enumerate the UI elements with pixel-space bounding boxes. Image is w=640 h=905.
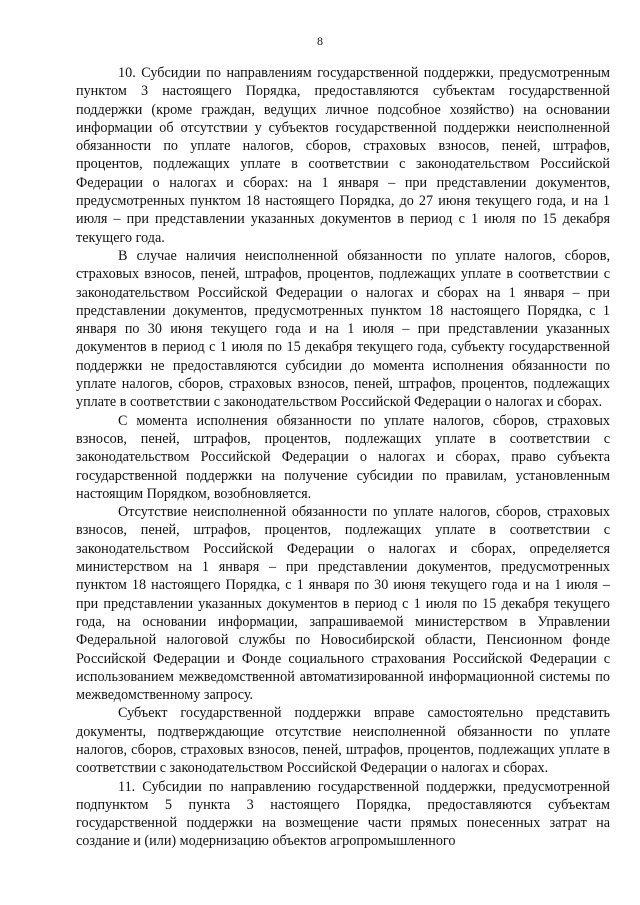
paragraph-subsidy-agro-objects: 11. Субсидии по направлению государственной поддержки, предусмотренной подпунктом 5 пункта 3 настоящего Порядка, предоставляются субъектам государственной поддержки на возмещение части прямых понесенных затрат на создание и (или) модернизацию объектов агропромышленного: [76, 778, 610, 850]
page-number: 8: [317, 34, 323, 48]
paragraph-absence-determination: Отсутствие неисполненной обязанности по уплате налогов, сборов, страховых взносов, пеней, штрафов, процентов, подлежащих уплате в соответствии с законодательством Российской Федерации о налогах и сборах, определяется министерством на 1 января – при представлении документов, предусмотренных пунктом 18 настоящего Порядка, с 1 января по 30 июня текущего года и на 1 июля – при представлении указанных документов в период с 1 июля по 15 декабря текущего года, на основании информации, запрашиваемой министерством в Управлении Федеральной налоговой службы по Новосибирской области, Пенсионном фонде Российской Федерации и Фонде социального страхования Российской Федерации с использованием межведомственной автоматизированной информационной системы по межведомственному запросу.: [76, 504, 610, 704]
paragraph-self-submission: Субъект государственной поддержки вправе самостоятельно представить документы, подтверждающие отсутствие неисполненной обязанности по уплате налогов, сборов, страховых взносов, пеней, штрафов, процентов, подлежащих уплате в соответствии с законодательством Российской Федерации о налогах и сборах.: [76, 705, 610, 777]
paragraph-unpaid-obligation: В случае наличия неисполненной обязанности по уплате налогов, сборов, страховых взносов, пеней, штрафов, процентов, подлежащих уплате в соответствии с законодательством Российской Федерации о налогах и сборах на 1 января – при представлении документов, предусмотренных пунктом 18 настоящего Порядка, с 1 января по 30 июня текущего года и на 1 июля – при представлении указанных документов в период с 1 июля по 15 декабря текущего года, субъекту государственной поддержки не предоставляются субсидии до момента исполнения обязанности по уплате налогов, сборов, страховых взносов, пеней, штрафов, процентов, подлежащих уплате в соответствии с законодательством Российской Федерации о налогах и сборах.: [76, 247, 610, 411]
paragraph-right-restored: С момента исполнения обязанности по уплате налогов, сборов, страховых взносов, пеней, штрафов, процентов, подлежащих уплате в соответствии с законодательством Российской Федерации о налогах и сборах, право субъекта государственной поддержки на получение субсидии по правилам, установленным настоящим Порядком, возобновляется.: [76, 412, 610, 502]
paragraph-subsidy-conditions: 10. Субсидии по направлениям государственной поддержки, предусмотренным пунктом 3 настоящего Порядка, предоставляются субъектам государственной поддержки (кроме граждан, ведущих личное подсобное хозяйство) на основании информации об отсутствии у субъектов государственной поддержки неисполненной обязанности по уплате налогов, сборов, страховых взносов, пеней, штрафов, процентов, подлежащих уплате в соответствии с законодательством Российской Федерации о налогах и сборах: на 1 января – при представлении документов, предусмотренных пунктом 18 настоящего Порядка, до 27 июня текущего года, и на 1 июля – при представлении указанных документов в период с 1 июля по 15 декабря текущего года.: [76, 65, 610, 246]
document-body: [76, 64, 610, 851]
